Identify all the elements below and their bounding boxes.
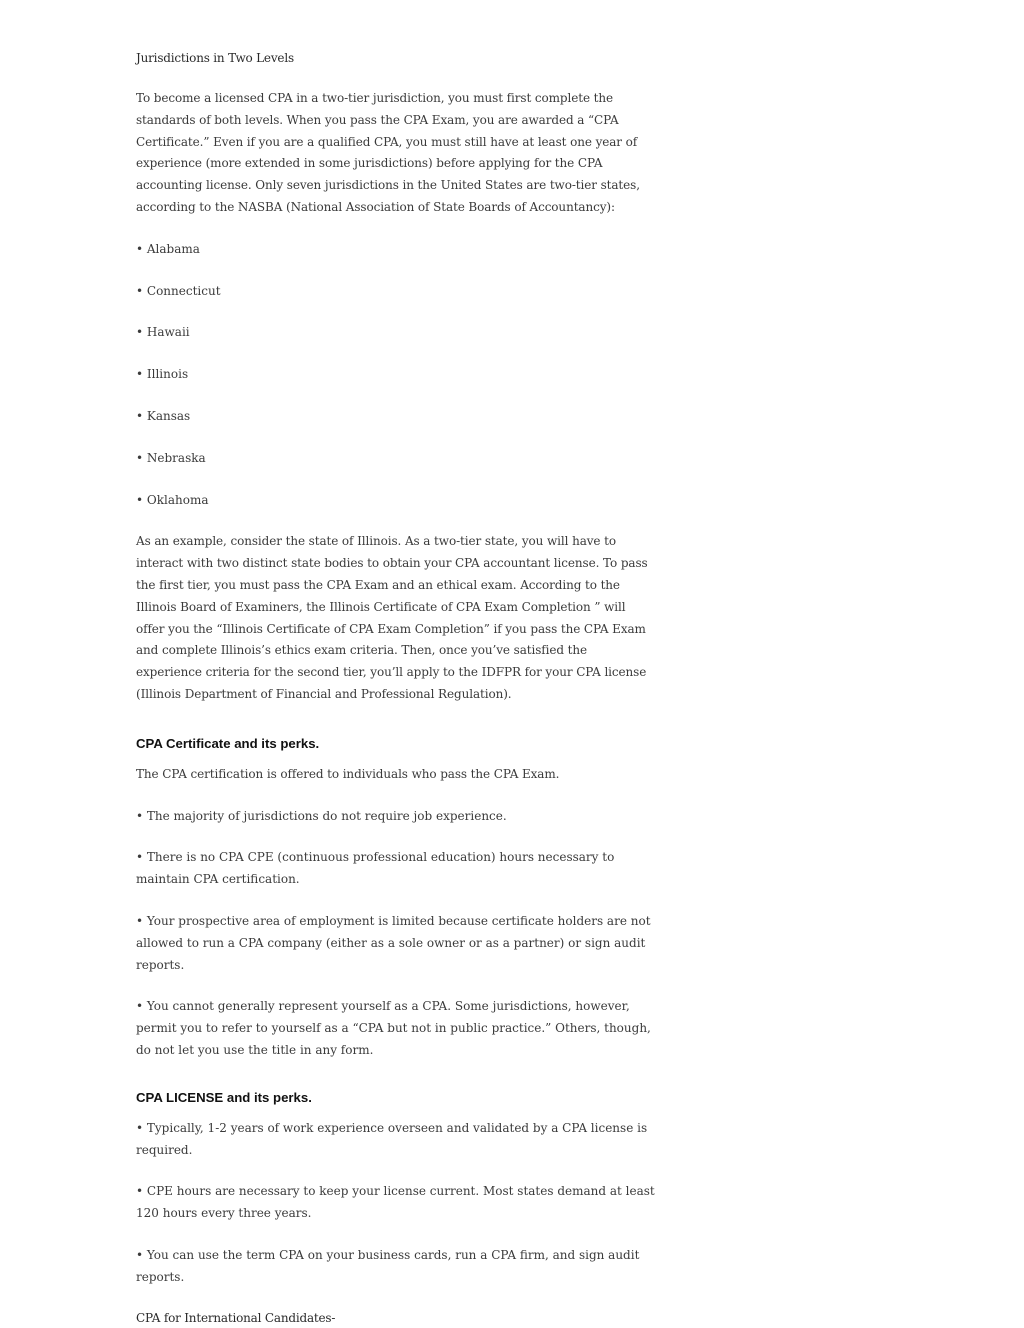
list-item-state: • Oklahoma bbox=[136, 492, 209, 507]
section-title: Jurisdictions in Two Levels bbox=[136, 51, 294, 65]
list-item-state: • Kansas bbox=[136, 408, 191, 423]
certificate-point: • Your prospective area of employment is limited because certificate holders are not allowed to run a CPA company (either as a sole owner or as a partner) or sign audit reports. bbox=[136, 913, 651, 972]
certificate-heading: CPA Certificate and its perks. bbox=[136, 735, 320, 751]
license-heading: CPA LICENSE and its perks. bbox=[136, 1089, 312, 1105]
certificate-point: • There is no CPA CPE (continuous professional education) hours necessary to maintain CPA certification. bbox=[136, 850, 615, 887]
list-item-state: • Illinois bbox=[136, 367, 189, 382]
list-item-state: • Alabama bbox=[136, 241, 200, 256]
license-point: • CPE hours are necessary to keep your license current. Most states demand at least 120 hours every three years. bbox=[136, 1184, 655, 1221]
license-point: • Typically, 1-2 years of work experience overseen and validated by a CPA license is required. bbox=[136, 1120, 648, 1157]
list-item-state: • Hawaii bbox=[136, 325, 190, 340]
intro-paragraph: To become a licensed CPA in a two-tier jurisdiction, you must first complete the standards of both levels. When you pass the CPA Exam, you are awarded a “CPA Certificate.” Even if you are a qualified CPA, you must still have at least one year of experience (more extended in some jurisdictions) before applying for the CPA accounting license. Only seven jurisdictions in the United States are two-tier states, according to the NASBA (National Association of State Boards of Accountancy): bbox=[136, 91, 640, 214]
list-item-state: • Nebraska bbox=[136, 450, 206, 465]
international-candidates-heading: CPA for International Candidates- bbox=[136, 1311, 336, 1326]
certificate-point: • You cannot generally represent yourself as a CPA. Some jurisdictions, however, permit you to refer to yourself as a “CPA but not in public practice.” Others, though, do not let you use the title in any form. bbox=[136, 999, 651, 1057]
license-point: • You can use the term CPA on your business cards, run a CPA firm, and sign audit reports. bbox=[136, 1247, 640, 1284]
two-tier-states-list bbox=[136, 239, 656, 512]
illinois-example-paragraph: As an example, consider the state of Illinois. As a two-tier state, you will have to interact with two distinct state bodies to obtain your CPA accountant license. To pass the first tier, you must pass the CPA Exam and an ethical exam. According to the Illinois Board of Examiners, the Illinois Certificate of CPA Exam Completion ” will offer you the “Illinois Certificate of CPA Exam Completion” if you pass the CPA Exam and complete Illinois’s ethics exam criteria. Then, once you’ve satisfied the experience criteria for the second tier, you’ll apply to the IDFPR for your CPA license (Illinois Department of Financial and Professional Regulation). bbox=[136, 534, 648, 701]
article-body bbox=[136, 48, 656, 1328]
certificate-point: • The majority of jurisdictions do not require job experience. bbox=[136, 808, 507, 823]
certificate-intro: The CPA certification is offered to individuals who pass the CPA Exam. bbox=[136, 766, 560, 781]
list-item-state: • Connecticut bbox=[136, 283, 221, 298]
